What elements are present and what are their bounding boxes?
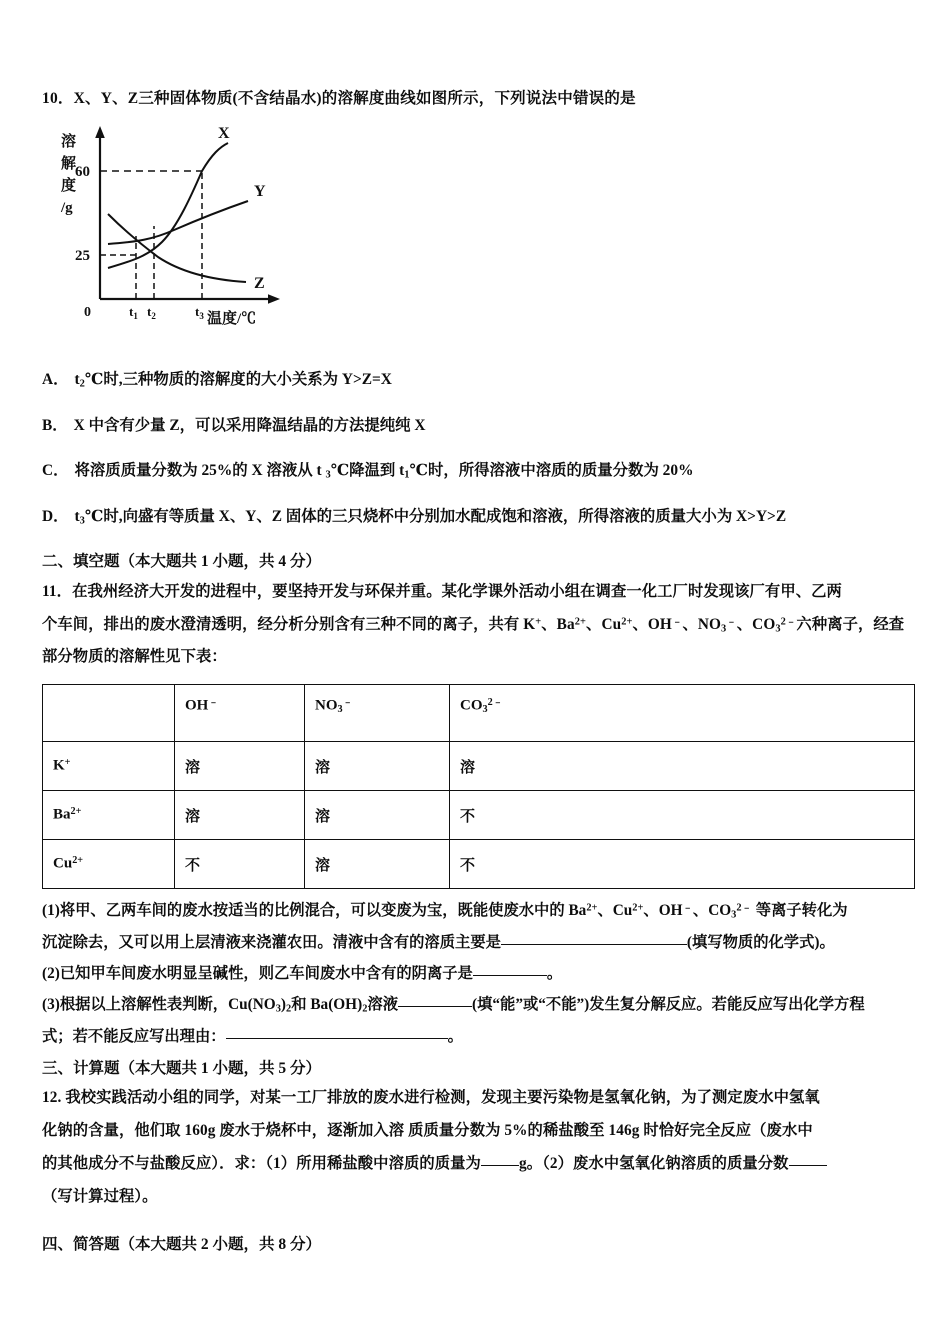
y-tick-label-60: 60 (75, 164, 90, 181)
question-10-text: X、Y、Z三种固体物质(不含结晶水)的溶解度曲线如图所示，下列说法中错误的是 (73, 90, 636, 107)
y-axis-label-char-1: 溶 (61, 134, 77, 151)
cell-k-co3: 溶 (450, 742, 915, 791)
option-a-text: $t_2℃$时,三种物质的溶解度的大小关系为 Y>Z=X (74, 371, 392, 391)
page-content (42, 88, 914, 1258)
table-header-oh: OH﹣ (175, 685, 305, 742)
question-12-text-3a: 的其他成分不与盐酸反应）．求：（1）所用稀盐酸中溶质的质量为 (42, 1155, 481, 1173)
x-axis-arrow (268, 295, 280, 305)
option-c-label: C． (42, 462, 69, 480)
subquestion-2-text-b: 。 (546, 964, 563, 982)
question-11-number: 11． (42, 582, 73, 600)
table-row (43, 791, 915, 840)
subquestion-3-text-b: 。 (447, 1027, 463, 1045)
question-12-text-1: 我校实践活动小组的同学，对某一工厂排放的废水进行检测，发现主要污染物是氢氧化钠，为了测定废水中氢氧 (65, 1089, 820, 1107)
solubility-curve-figure (42, 116, 342, 331)
x-tick-label-t2: $t_2$ (147, 304, 156, 322)
y-axis-label-char-2: 解 (61, 156, 77, 173)
table-corner-cell (43, 685, 175, 742)
cell-cu-oh: 不 (175, 840, 305, 889)
question-11-line-2: 个车间，排出的废水澄清透明，经分析分别含有三种不同的离子，共有 K+、$Ba^{2+}$、$Cu^{2+}$、OH﹣、$NO_3^﹣$、$CO_3^{2﹣}$六种离子，经查 (42, 615, 905, 635)
subquestion-3-line-2 (42, 1021, 914, 1052)
section-4-heading: 四、简答题（本大题共 2 小题，共 8 分） (42, 1235, 322, 1253)
x-tick-label-t3: $t_3$ (195, 304, 204, 322)
table-header-row (43, 685, 915, 742)
table-row (43, 840, 915, 889)
option-c-text: 将溶质质量分数为 25%的 X 溶液从 t $_3$℃降温到 $t_1℃$时，所得溶液中溶质的质量分数为 20% (74, 462, 694, 481)
option-b[interactable] (42, 413, 914, 435)
subquestion-1-text-b: (填写物质的化学式)。 (686, 933, 835, 951)
subquestion-1-line-1: (1)将甲、乙两车间的废水按适当的比例混合，可以变废为宝，既能使废水中的 $Ba^{2+}$、$Cu^{2+}$、OH﹣、$CO_3^{2﹣}$ 等离子转化为 (42, 902, 848, 921)
subquestion-3-text-a: 式；若不能反应写出理由： (42, 1027, 226, 1045)
option-b-text: X 中含有少量 Z，可以采用降温结晶的方法提纯纯 X (73, 417, 426, 435)
row-ion-cu: $Cu^{2+}$ (43, 840, 175, 889)
cell-ba-oh: 溶 (175, 791, 305, 840)
question-12-line-4: （写计算过程）。 (42, 1187, 158, 1205)
y-axis-label-char-3: 度 (61, 178, 77, 195)
curve-z (108, 214, 246, 282)
table-row (43, 742, 915, 791)
subquestion-1-line-2 (42, 927, 914, 958)
y-tick-label-25: 25 (75, 248, 90, 265)
curve-y (108, 201, 248, 244)
cell-k-oh: 溶 (175, 742, 305, 791)
subquestion-1-text-a: 沉淀除去，又可以用上层清液来浇灌农田。清液中含有的溶质主要是 (42, 933, 501, 951)
question-11-line-1 (42, 576, 914, 609)
cell-cu-co3: 不 (450, 840, 915, 889)
cell-cu-no3: 溶 (305, 840, 450, 889)
curve-label-z: Z (254, 275, 265, 293)
answer-blank-q3a[interactable] (398, 1006, 472, 1007)
answer-blank-q3b[interactable] (226, 1038, 448, 1039)
row-ion-k: K+ (43, 742, 175, 791)
option-d-label: D． (42, 507, 69, 525)
answer-blank-q12-1[interactable] (481, 1165, 519, 1166)
y-axis-arrow (95, 126, 105, 138)
answer-blank-q1[interactable] (501, 944, 687, 945)
cell-k-no3: 溶 (305, 742, 450, 791)
cell-ba-co3: 不 (450, 791, 915, 840)
solubility-chart-svg (42, 116, 342, 331)
cell-ba-no3: 溶 (305, 791, 450, 840)
question-10-stem (42, 88, 914, 110)
subquestion-2-text-a: (2)已知甲车间废水明显呈碱性，则乙车间废水中含有的阴离子是 (42, 964, 473, 982)
question-12-line-3 (42, 1148, 914, 1181)
question-12-line-1 (42, 1082, 914, 1115)
option-c[interactable] (42, 458, 914, 481)
curve-label-x: X (218, 125, 230, 143)
row-ion-ba: $Ba^{2+}$ (43, 791, 175, 840)
question-12-number: 12. (42, 1089, 62, 1107)
question-10-number: 10． (42, 90, 74, 107)
question-11-line-3: 部分物质的溶解性见下表： (42, 648, 227, 666)
option-b-label: B． (42, 417, 68, 435)
subquestion-3-line-1: (3)根据以上溶解性表判断，$Cu(NO_3)_2$和 $Ba(OH)_2$溶液 (填“能”或“不能”)发生复分解反应。若能反应写出化学方程 (42, 996, 865, 1015)
section-3-heading: 三、计算题（本大题共 1 小题，共 5 分） (42, 1059, 322, 1077)
y-axis-label-char-4: /g (61, 200, 73, 217)
option-a[interactable] (42, 367, 914, 390)
curve-label-y: Y (254, 183, 266, 201)
question-12-line-2: 化钠的含量，他们取 160g 废水于烧杯中，逐渐加入溶 质质量分数为 5%的稀盐酸至 146g 时恰好完全反应（废水中 (42, 1122, 813, 1140)
table-header-co3: $CO_3^{2﹣}$ (450, 685, 915, 742)
option-d[interactable] (42, 504, 914, 527)
x-axis-label: 温度/℃ (207, 311, 257, 328)
question-12-text-3b: g。（2）废水中氢氧化钠溶质的质量分数 (518, 1155, 789, 1173)
table-header-no3: $NO_3^﹣$ (305, 685, 450, 742)
option-a-label: A． (42, 371, 69, 389)
question-10-options (42, 367, 914, 526)
question-11-text-1: 在我州经济大开发的进程中，要坚持开发与环保并重。某化学课外活动小组在调查一化工厂时发现该厂有甲、乙两 (72, 582, 842, 600)
solubility-table (42, 684, 915, 889)
option-d-text: $t_3℃$时,向盛有等质量 X、Y、Z 固体的三只烧杯中分别加水配成饱和溶液，所得溶液的质量大小为 X>Y>Z (74, 507, 787, 527)
answer-blank-q2[interactable] (473, 975, 547, 976)
origin-label: 0 (84, 305, 91, 321)
subquestion-2 (42, 958, 914, 989)
curve-x (108, 143, 228, 268)
section-2-heading: 二、填空题（本大题共 1 小题，共 4 分） (42, 553, 322, 571)
answer-blank-q12-2[interactable] (789, 1165, 827, 1166)
x-tick-label-t1: $t_1$ (129, 304, 138, 322)
